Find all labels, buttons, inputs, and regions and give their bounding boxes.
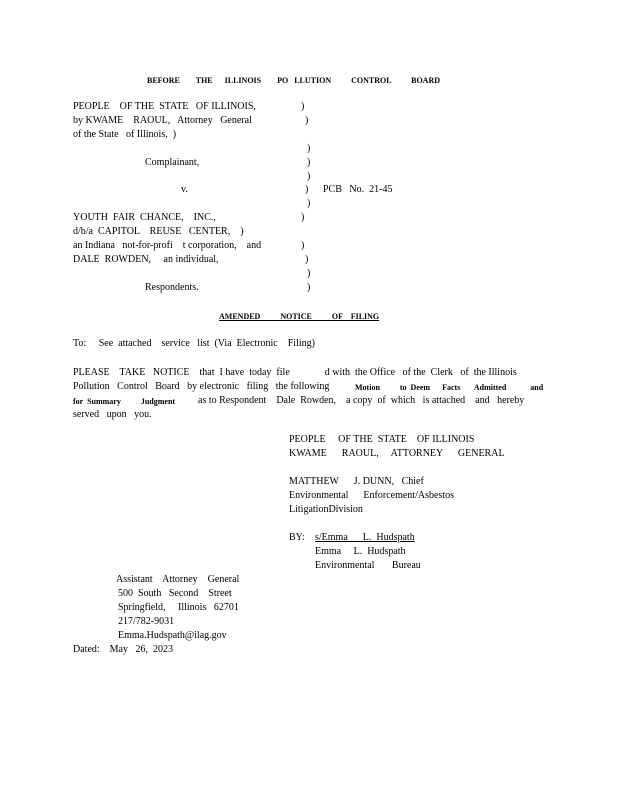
body-line: as to Respondent Dale Rowden, a copy of which is attached and hereby bbox=[198, 395, 525, 406]
body-line: PLEASE TAKE NOTICE that I have today file d with the Office of the Clerk of the Illinois bbox=[73, 367, 517, 378]
signature-party: KWAME RAOUL, ATTORNEY GENERAL bbox=[289, 448, 505, 459]
to-line: To: See attached service list (Via Electronic Filing) bbox=[73, 338, 315, 349]
caption-paren: ) bbox=[307, 157, 311, 168]
caption-of-state: of the State of Illinois, ) bbox=[73, 129, 177, 140]
signature-division: Environmental Enforcement/Asbestos bbox=[289, 490, 454, 501]
signer-bureau: Environmental Bureau bbox=[315, 560, 421, 571]
electronic-signature: s/Emma L. Hudspath bbox=[315, 532, 415, 543]
caption-paren: ) bbox=[301, 212, 305, 223]
caption-paren: ) bbox=[305, 184, 309, 195]
caption-paren: ) bbox=[307, 282, 311, 293]
contact-title: Assistant Attorney General bbox=[116, 574, 240, 585]
by-label: BY: bbox=[289, 532, 305, 543]
caption-by: by KWAME RAOUL, Attorney General bbox=[73, 115, 252, 126]
caption-paren: ) bbox=[307, 171, 311, 182]
signature-party: PEOPLE OF THE STATE OF ILLINOIS bbox=[289, 434, 475, 445]
caption-paren: ) bbox=[307, 198, 311, 209]
caption-paren: ) bbox=[305, 115, 309, 126]
contact-street: 500 South Second Street bbox=[118, 588, 232, 599]
caption-paren: ) bbox=[301, 101, 305, 112]
caption-paren: ) bbox=[307, 268, 311, 279]
body-line: Pollution Control Board by electronic filing the following bbox=[73, 381, 330, 392]
caption-versus: v. bbox=[181, 184, 188, 195]
case-number: PCB No. 21-45 bbox=[323, 184, 393, 195]
board-title: BEFORE THE ILLINOIS PO LLUTION CONTROL BOARD bbox=[147, 76, 441, 85]
caption-dale: DALE ROWDEN, an individual, bbox=[73, 254, 219, 265]
contact-phone: 217/782-9031 bbox=[118, 616, 175, 627]
signature-division: LitigationDivision bbox=[289, 504, 363, 515]
caption-corporation: an Indiana not-for-profi t corporation, and bbox=[73, 240, 262, 251]
dated-line: Dated: May 26, 2023 bbox=[73, 644, 173, 655]
caption-paren: ) bbox=[307, 143, 311, 154]
motion-title: Motion to Deem Facts Admitted and bbox=[355, 383, 544, 392]
motion-title: for Summary Judgment bbox=[73, 397, 176, 406]
body-line: served upon you. bbox=[73, 409, 152, 420]
signature-chief: MATTHEW J. DUNN, Chief bbox=[289, 476, 424, 487]
signer-name: Emma L. Hudspath bbox=[315, 546, 406, 557]
caption-youth: YOUTH FAIR CHANCE, INC., bbox=[73, 212, 216, 223]
caption-people: PEOPLE OF THE STATE OF ILLINOIS, bbox=[73, 101, 256, 112]
document-title: AMENDED NOTICE OF FILING bbox=[219, 312, 380, 321]
contact-email: Emma.Hudspath@ilag.gov bbox=[118, 630, 227, 641]
caption-complainant: Complainant, bbox=[145, 157, 200, 168]
caption-paren: ) bbox=[301, 240, 305, 251]
contact-city: Springfield, Illinois 62701 bbox=[118, 602, 239, 613]
caption-paren: ) bbox=[305, 254, 309, 265]
caption-respondents: Respondents. bbox=[145, 282, 199, 293]
caption-dba: d/b/a CAPITOL REUSE CENTER, ) bbox=[73, 226, 244, 237]
